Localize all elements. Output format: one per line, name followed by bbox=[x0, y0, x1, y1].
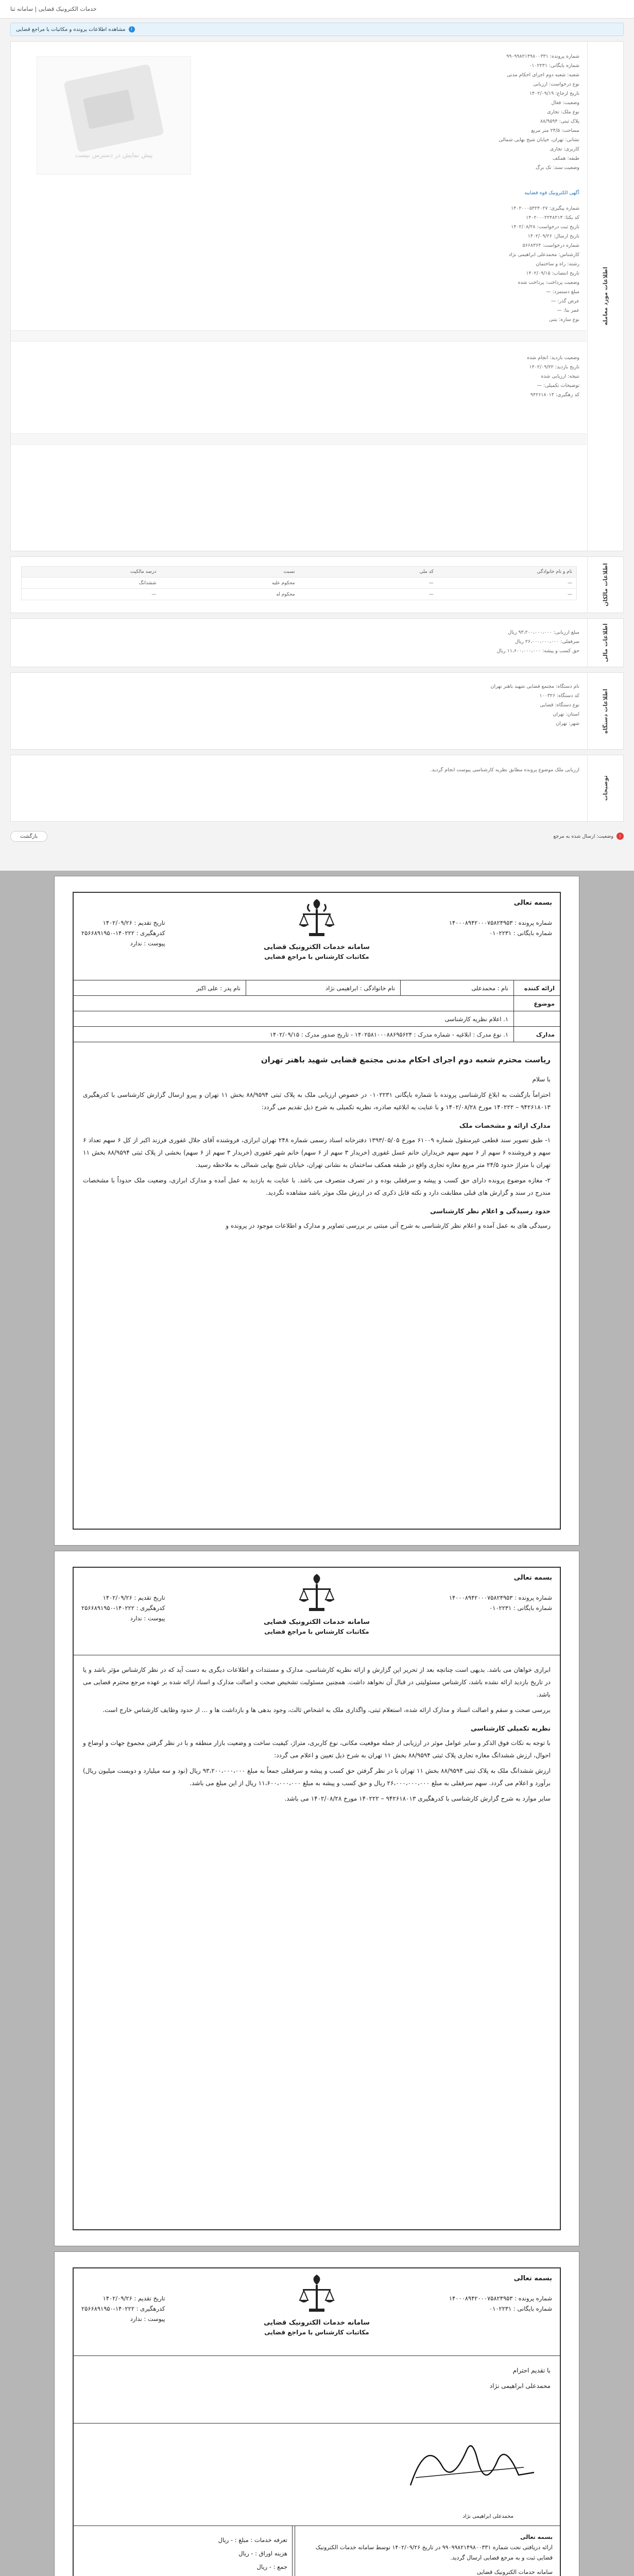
field-row: شماره درخواست: ۵۶۶۸۳۶۴ bbox=[522, 243, 579, 248]
verify-box bbox=[292, 2526, 560, 2576]
contract-link[interactable]: آگهی الکترونیک قوه قضاییه bbox=[524, 190, 579, 196]
doc-meta-right: شماره پرونده : ۱۴۰۰۰۸۹۴۲۰۰۰۷۵۸۲۴۹۵۳ شماره بایگانی : ۰۱۰۲۲۳۱ bbox=[449, 919, 552, 937]
doc-header bbox=[74, 893, 560, 980]
field-row: پلاک ثبتی: ۸۸/۹۵۹۴ bbox=[540, 118, 579, 124]
section-label: اطلاعات دستگاه bbox=[587, 673, 623, 749]
owners-table bbox=[21, 566, 577, 600]
verify-text: ارائه دریافتی تحت شماره ۹۹۰۹۹۸۲۱۴۹۸۰۰۳۳۱ در تاریخ ۱۴۰۲/۰۹/۲۶ توسط سامانه خدمات الکترونیک قضایی ثبت و به مرجع قضایی ارسال گردید. bbox=[315, 2544, 553, 2561]
section-label: اطلاعات مورد معامله bbox=[587, 42, 623, 551]
field-row: شعبه: شعبه دوم اجرای احکام مدنی bbox=[506, 72, 579, 78]
financial-section bbox=[10, 618, 624, 667]
document-page-1 bbox=[54, 876, 579, 1546]
section-heading: نظریه تکمیلی کارشناسی bbox=[470, 1724, 551, 1732]
table-row: — — محکوم علیه ششدانگ bbox=[21, 578, 577, 589]
paragraph: سایر موارد به شرح گزارش کارشناسی با کدرهگیری ۹۴۲۶۱۸۰۱۳ – ۱۴۰۲۲۲ مورخ ۱۴۰۲/۰۸/۲۸ می باشد. bbox=[284, 1795, 551, 1802]
field-row: شهر: تهران bbox=[556, 721, 579, 726]
case-number: ۱۴۰۰۰۸۹۴۲۰۰۰۷۵۸۲۴۹۵۳ bbox=[449, 919, 513, 926]
field-row: تاریخ بازدید: ۱۴۰۲/۰۹/۲۲ bbox=[529, 364, 579, 370]
table-row: — — محکوم له — bbox=[21, 589, 577, 600]
info-icon: i bbox=[129, 26, 135, 32]
scales-emblem-icon bbox=[299, 2274, 335, 2315]
status-text: وضعیت: ارسال شده به مرجع bbox=[553, 833, 613, 839]
description-text-wrap bbox=[312, 766, 579, 775]
page-frame bbox=[73, 1567, 561, 2230]
section-label: اطلاعات مالکان bbox=[587, 557, 623, 613]
section-heading: مدارک ارائه و مشخصات ملک bbox=[459, 1122, 551, 1129]
description-section bbox=[10, 755, 624, 822]
bism-text: بسمه تعالی bbox=[513, 899, 552, 907]
field-row: کارشناس: محمدعلی ابراهیمی نژاد bbox=[508, 252, 579, 258]
paragraph: ۲- مغازه موضوع پرونده دارای حق کسب و پیشه و سرقفلی بوده و در تصرف متصرف می باشد. با عنایت به بازدید به عمل آمده و مدارک ابرازی، وضعیت ملک حدوداً با مشخصات مندرج در سند و گزارش های قبلی مطابقت دارد و نکته قابل ذکری که در ارزش ملک موثر باشد مشاهده نگردید. bbox=[83, 1177, 551, 1196]
page-frame bbox=[73, 2267, 561, 2576]
field-row: کاربری: تجاری bbox=[550, 146, 579, 152]
paragraph: ارزش ششدانگ ملک به پلاک ثبتی ۸۸/۹۵۹۴ بخش ۱۱ تهران با در نظر گرفتن حق کسب و پیشه و سرقفلی جمعاً به مبلغ ۹۳،۲۰۰،۰۰۰،۰۰۰ ریال (نود و سه میلیارد و دویست میلیون ریال) برآورد و اعلام می گردد. سهم سرقفلی به مبلغ ۲۶،۰۰۰،۰۰۰،۰۰۰ ریال و حق کسب و پیشه به مبلغ ۱۱،۶۰۰،۰۰۰،۰۰۰ ریال از این مبلغ می باشد. bbox=[83, 1767, 551, 1787]
letter-body bbox=[74, 1042, 560, 1243]
field-row: وضعیت سند: تک برگ bbox=[535, 165, 579, 171]
table-row: ۱. اعلام نظریه کارشناسی bbox=[74, 1011, 560, 1027]
intro-paragraph: احتراماً بازگشت به ابلاغ کارشناسی پرونده با شماره بایگانی ۰۱۰۲۲۳۱ در خصوص ارزیابی ملک به پلاک ثبتی ۸۸/۹۵۹۴ بخش ۱۱ تهران و پیرو ارسال گزارش کارشناسی با کدرهگیری ۹۴۲۶۱۸۰۱۳ – ۱۴۰۲۲۲ مورخ ۱۴۰۲/۰۸/۲۸ و با عنایت به ابلاغیه صادره، نظریه تکمیلی به شرح ذیل تقدیم می گردد: bbox=[83, 1091, 551, 1111]
handwritten-signature bbox=[395, 2429, 550, 2506]
field-row: عرض گذر: — bbox=[551, 298, 579, 304]
case-field-list-3 bbox=[312, 353, 579, 400]
table-row: موضوع bbox=[74, 996, 560, 1011]
field-row: سرقفلی: ۲۶،۰۰۰،۰۰۰،۰۰۰ ریال bbox=[515, 639, 579, 645]
paragraph: بررسی صحت و سقم و اصالت اسناد و مدارک ارائه شده، استعلام ثبتی، واگذاری ملک به اشخاص ثالث، وجود بدهی ها و بازداشت ها و ... از حدود وظایف کارشناس خارج است. bbox=[102, 1706, 551, 1714]
submitter-table bbox=[74, 980, 560, 1042]
field-row: نوع سازه: بتنی bbox=[549, 317, 579, 323]
fee-box bbox=[74, 2526, 295, 2576]
field-row: کد رهگیری: ۹۴۲۶۱۸۰۱۳ bbox=[530, 392, 579, 398]
description-text: ارزیابی ملک موضوع پرونده مطابق نظریه کارشناسی پیوست انجام گردید. bbox=[430, 767, 579, 773]
field-row: تاریخ ثبت درخواست: ۱۴۰۲/۰۸/۲۸ bbox=[511, 224, 579, 230]
closing-block bbox=[74, 2356, 560, 2403]
field-row: وضعیت: فعال bbox=[551, 100, 579, 106]
document-page-3 bbox=[54, 2251, 579, 2576]
field-row: رشته: راه و ساختمان bbox=[536, 261, 579, 267]
field-row: تاریخ ارجاع: ۱۴۰۲/۰۹/۱۹ bbox=[529, 91, 579, 96]
alert-text: مشاهده اطلاعات پرونده و مکاتبات با مراجع قضایی bbox=[16, 26, 126, 32]
fee-title: تعرفه خدمات : مبلغ : - ریال bbox=[218, 2536, 287, 2544]
letter-title: ریاست محترم شعبه دوم اجرای احکام مدنی مجتمع قضایی شهید باهنر تهران bbox=[261, 1055, 551, 1064]
org-subtitle: مکاتبات کارشناس با مراجع قضایی bbox=[264, 953, 369, 960]
page-frame bbox=[73, 892, 561, 1530]
placeholder-art-icon bbox=[63, 64, 164, 152]
signature-caption: محمدعلی ابراهیمی نژاد bbox=[462, 2514, 513, 2519]
field-row: مبلغ دستمزد: — bbox=[546, 289, 579, 295]
field-row: وضعیت پرداخت: پرداخت شده bbox=[518, 280, 579, 285]
archive-number: ۰۱۰۲۲۳۱ bbox=[489, 929, 512, 937]
signature-area bbox=[74, 2423, 560, 2526]
divider-strip bbox=[11, 433, 587, 445]
image-placeholder bbox=[37, 56, 191, 175]
paragraph: رسیدگی های به عمل آمده و اعلام نظر کارشناسی به شرح آتی مبتنی بر بررسی تصاویر و مدارک و اطلاعات موجود در پرونده و bbox=[226, 1222, 551, 1229]
field-row: نتیجه: ارزیابی شده bbox=[541, 374, 579, 379]
divider-strip bbox=[11, 330, 587, 342]
field-row: طبقه: همکف bbox=[552, 156, 579, 161]
attachment: پیوست : ندارد bbox=[130, 940, 165, 947]
field-row: نام دستگاه: مجتمع قضایی شهید باهنر تهران bbox=[490, 684, 579, 689]
field-row: کد یکتا: ۱۴۰۲۰۰۰۲۲۴۸۲۱۴ bbox=[526, 215, 579, 221]
bottom-bar bbox=[10, 827, 624, 845]
scales-emblem-icon bbox=[299, 898, 335, 939]
table-row: ارائه کننده نام : محمدعلی نام خانوادگی : ابراهیمی نژاد نام پدر : علی اکبر bbox=[74, 980, 560, 996]
field-row: نوع دستگاه: قضایی bbox=[540, 702, 579, 708]
paragraph: ۱- طبق تصویر سند قطعی غیرمنقول شماره ۶۱۰۰۹ مورخ ۱۳۹۳/۰۵/۰۵ دفترخانه اسناد رسمی شماره ۲۴۸ تهران ابرازی، فروشنده آقای جلال غفوری فرزند اکبر از کل ۶ سهم تعداد ۶ سهم و فروشنده ۶ سهم از ۶ سهم سهم خریداران خانم عسل غفوری (خریدار ۳ سهم از ۶ سهم) خانم شهر غفوری (خریدار ۳ سهم از ۶ سهم) بخشی از پلاک ثبتی ۸۸/۹۵۹۴ بخش ۱۱ تهران با متراژ حدود ۲۴/۵ متر مربع مغازه تجاری واقع در طبقه همکف ساختمان به نشانی تهران، خیابان شیخ بهایی شمالی به ملاحظه رسید. bbox=[83, 1137, 551, 1168]
app-screen bbox=[0, 0, 634, 871]
paragraph: ابرازی خواهان می باشد. بدیهی است چنانچه بعد از تحریر این گزارش و ارائه نظریه کارشناسی، مدارک و مستندات و اطلاعات دیگری به دست آید که در نظر کارشناس مؤثر باشد و یا در تاریخ بازدید ارائه نشده باشد، کارشناس مسئولیتی در قبال آن نخواهد داشت. همچنین مسئولیت تشخیص صحت و اصالت مدارک و اسناد ارائه شده بر عهده مرجع محترم قضایی می باشد. bbox=[83, 1666, 551, 1698]
verify-sign: سامانه خدمات الکترونیک قضایی bbox=[476, 2569, 553, 2575]
closing-signer: محمدعلی ابراهیمی نژاد bbox=[489, 2382, 551, 2389]
info-alert bbox=[10, 23, 624, 36]
section-label: اطلاعات مالی bbox=[587, 619, 623, 667]
doc-header: بسمه تعالی شماره پرونده : ۱۴۰۰۰۸۹۴۲۰۰۰۷۵۸۲۴۹۵۳ شماره بایگانی : ۰۱۰۲۲۳۱ سامانه خدمات الکترونیک قضایی مکاتبات کارشناس با مراجع قضایی تاریخ تقدیم : ۱۴۰۲/۰۹/۲۶ کدرهگیری : ۱۴۰۲۲۲-۲۵۶۶۸۹۱۹۵۰ پیوست : ندارد bbox=[74, 2268, 560, 2356]
device-section bbox=[10, 672, 624, 750]
field-row: حق کسب و پیشه: ۱۱،۶۰۰،۰۰۰،۰۰۰ ریال bbox=[496, 648, 579, 654]
doc-header: بسمه تعالی شماره پرونده : ۱۴۰۰۰۸۹۴۲۰۰۰۷۵۸۲۴۹۵۳ شماره بایگانی : ۰۱۰۲۲۳۱ سامانه خدمات الکترونیک قضایی مکاتبات کارشناس با مراجع قضایی تاریخ تقدیم : ۱۴۰۲/۰۹/۲۶ کدرهگیری : ۱۴۰۲۲۲-۲۵۶۶۸۹۱۹۵۰ پیوست : ندارد bbox=[74, 1568, 560, 1655]
financial-field-list bbox=[312, 628, 579, 656]
section-label: توضیحات bbox=[587, 755, 623, 821]
device-field-list bbox=[312, 682, 579, 728]
case-field-list-2 bbox=[312, 204, 579, 325]
doc-emblem-block bbox=[239, 898, 394, 960]
tracking-code: ۱۴۰۲۲۲-۲۵۶۶۸۹۱۹۵۰ bbox=[81, 929, 134, 937]
topbar-title: خدمات الکترونیک قضایی | سامانه ثنا bbox=[10, 6, 97, 12]
field-row: وضعیت بازدید: انجام شده bbox=[527, 355, 579, 361]
field-row: نوع درخواست: ارزیابی bbox=[533, 81, 579, 87]
top-bar bbox=[0, 0, 634, 19]
field-row: شماره پرونده: ۹۹۰۹۹۸۲۱۴۹۸۰۰۳۳۱ bbox=[506, 54, 579, 59]
field-row: عمر بنا: — bbox=[557, 308, 579, 313]
org-name: سامانه خدمات الکترونیک قضایی bbox=[264, 943, 370, 951]
field-row: توضیحات تکمیلی: — bbox=[537, 383, 579, 388]
field-row: کد دستگاه: ۱۰۰۳۲۶ bbox=[539, 693, 579, 699]
document-page-2 bbox=[54, 1551, 579, 2246]
status-pill bbox=[553, 833, 624, 840]
field-row: استان: تهران bbox=[553, 711, 579, 717]
field-row: شماره بایگانی: ۰۱۰۲۲۳۱ bbox=[529, 63, 579, 69]
owners-section bbox=[10, 556, 624, 613]
greeting: با سلام bbox=[532, 1076, 551, 1083]
back-button[interactable]: بازگشت bbox=[10, 831, 47, 842]
doc-meta-left: تاریخ تقدیم : ۱۴۰۲/۰۹/۲۶ کدرهگیری : ۱۴۰۲۲۲-۲۵۶۶۸۹۱۹۵۰ پیوست : ندارد bbox=[81, 918, 165, 948]
field-row: تاریخ انتصاب: ۱۴۰۲/۰۹/۱۵ bbox=[526, 270, 579, 276]
field-row: مساحت: ۲۴/۵ متر مربع bbox=[531, 128, 579, 133]
submit-date: ۱۴۰۲/۰۹/۲۶ bbox=[102, 919, 132, 926]
field-row: مبلغ ارزیابی: ۹۳،۲۰۰،۰۰۰،۰۰۰ ریال bbox=[508, 630, 579, 635]
paragraph: با توجه به نکات فوق الذکر و سایر عوامل موثر در ارزیابی از جمله موقعیت مکانی، نوع کاربری، متراژ، کیفیت ساخت و وضعیت بازار منطقه و با در نظر گرفتن مجموع جهات و اوضاع و احوال، ارزش ششدانگ مغازه تجاری پلاک ثبتی ۸۸/۹۵۹۴ بخش ۱۱ تهران به شرح ذیل تعیین و اعلام می گردد: bbox=[83, 1739, 551, 1759]
field-row: شماره پیگیری: ۱۴۰۲۰۰۰۵۳۲۴۰۲۷ bbox=[511, 206, 579, 211]
case-field-list bbox=[312, 52, 579, 173]
fee-total: جمع : - ریال bbox=[256, 2563, 287, 2570]
table-row: مدارک ۱. نوع مدرک : ابلاغیه - شماره مدرک : ۱۴۰۲۵۸۱۰۰۰۸۸۶۹۵۶۲۴ - تاریخ صدور مدرک : ۱۴۰۲/۰۹/۱۵ bbox=[74, 1027, 560, 1042]
field-row: نوع ملک: تجاری bbox=[547, 109, 579, 115]
letter-body-continued bbox=[74, 1655, 560, 1816]
fee-paper: هزینه اوراق : - ریال bbox=[238, 2550, 287, 2557]
alert-icon: ! bbox=[616, 833, 624, 840]
field-row: نشانی: تهران، خیابان شیخ بهایی شمالی bbox=[499, 137, 579, 143]
field-row: تاریخ ارسال: ۱۴۰۲/۰۹/۲۶ bbox=[527, 233, 579, 239]
section-heading: حدود رسیدگی و اعلام نظر کارشناسی bbox=[430, 1207, 551, 1215]
placeholder-text: پیش نمایش در دسترس نیست bbox=[75, 151, 153, 159]
scales-emblem-icon bbox=[299, 1573, 335, 1614]
table-header: نام و نام خانوادگی کد ملی نسبت درصد مالکیت bbox=[21, 566, 577, 578]
contract-link-row bbox=[312, 189, 579, 198]
closing-text: با تقدیم احترام bbox=[512, 2367, 551, 2374]
verify-title: بسمه تعالی bbox=[520, 2534, 553, 2540]
case-info-section bbox=[10, 41, 624, 551]
